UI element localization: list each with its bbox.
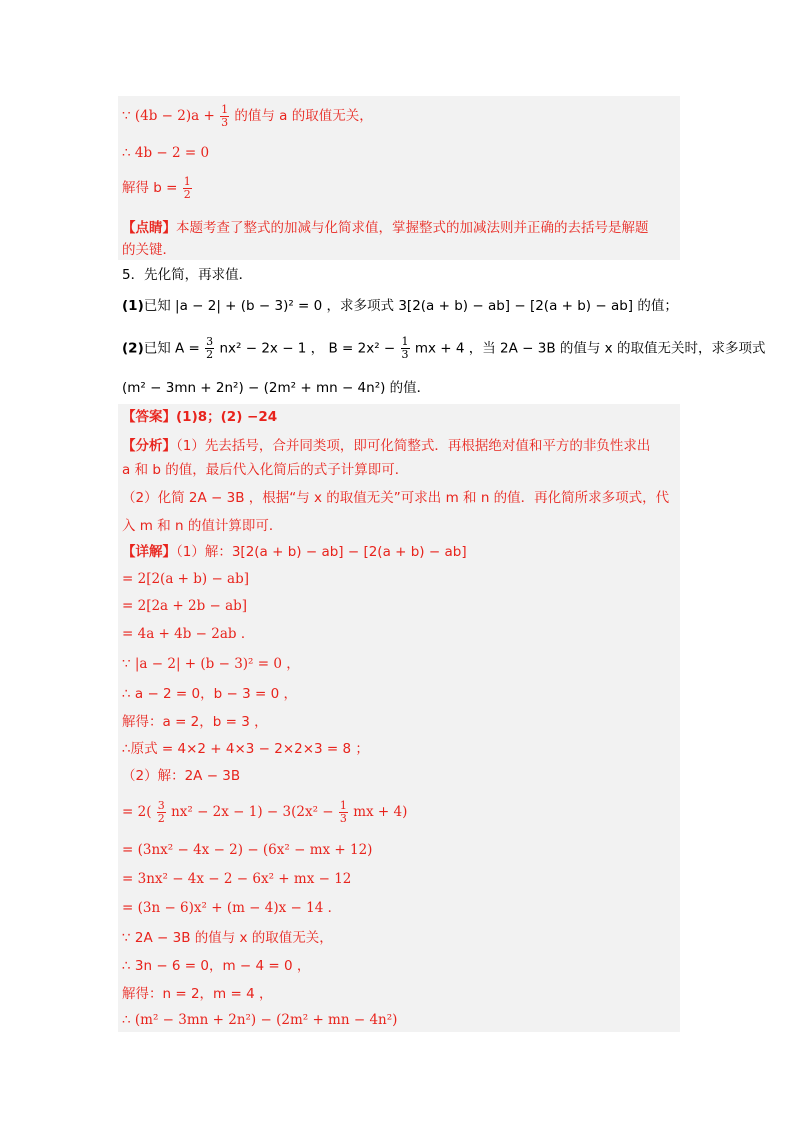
problem-part-2-line-2: (m² − 3mn + 2n²) − (2m² + mn − 4n²) 的值． bbox=[122, 380, 431, 396]
fraction-one-third-2: $\frac{1}{3}$ bbox=[339, 799, 347, 825]
detail-step: ∴原式 = 4×2 + 4×3 − 2×2×3 = 8 ； bbox=[122, 741, 369, 757]
answer-line: 【答案】(1)8；(2) −24 bbox=[122, 409, 278, 425]
problem-part-1: (1)已知 |a − 2| + (b − 3)² = 0 ，求多项式 3[2(a + b) − ab] − [2(a + b) − ab] 的值； bbox=[122, 298, 678, 314]
detail-part-1-head: 【详解】（1）解：3[2(a + b) − ab] − [2(a + b) − ab] bbox=[122, 544, 467, 560]
fraction-three-halves: $\frac{3}{2}$ bbox=[206, 335, 214, 361]
solution-line-because: ∵ (4b − 2)a + $\frac{1}{3}$ 的值与 a 的取值无关， bbox=[122, 103, 373, 129]
detail-step: = 4a + 4b − 2ab ． bbox=[122, 626, 255, 642]
analysis-line-3: （2）化简 2A − 3B ，根据“与 x 的取值无关”可求出 m 和 n 的值．再化简所求多项式，代 bbox=[122, 490, 670, 506]
fraction-one-half: $\frac{1}{2}$ bbox=[183, 175, 191, 201]
solution-line-therefore: ∴ 4b − 2 = 0 bbox=[122, 145, 210, 161]
analysis-line-1: 【分析】（1）先去括号，合并同类项，即可化简整式．再根据绝对值和平方的非负性求出 bbox=[122, 438, 651, 454]
detail-step: = 2[2a + 2b − ab] bbox=[122, 598, 248, 614]
detail-step: ∵ |a − 2| + (b − 3)² = 0 ， bbox=[122, 656, 300, 672]
detail-step: 解得：a = 2，b = 3 ， bbox=[122, 714, 268, 730]
detail-step: = 2[2(a + b) − ab] bbox=[122, 571, 250, 587]
analysis-line-2: a 和 b 的值，最后代入化简后的式子计算即可． bbox=[122, 462, 409, 478]
detail-step: ∴ 3n − 6 = 0，m − 4 = 0 ， bbox=[122, 958, 311, 974]
detail-step: = (3n − 6)x² + (m − 4)x − 14 ． bbox=[122, 900, 342, 916]
detail-step: = 2( $\frac{3}{2}$ nx² − 2x − 1) − 3(2x² − $\frac{1}{3}$ mx + 4) bbox=[122, 799, 408, 825]
detail-step: ∴ a − 2 = 0，b − 3 = 0 ， bbox=[122, 686, 297, 702]
solution-line-solve-b: 解得 b = $\frac{1}{2}$ bbox=[122, 175, 191, 201]
analysis-line-4: 入 m 和 n 的值计算即可． bbox=[122, 518, 283, 534]
detail-step: 解得：n = 2，m = 4 ， bbox=[122, 986, 273, 1002]
fraction-one-third-b: $\frac{1}{3}$ bbox=[401, 335, 409, 361]
detail-step: = 3nx² − 4x − 2 − 6x² + mx − 12 bbox=[122, 871, 352, 887]
detail-step: ∵ 2A − 3B 的值与 x 的取值无关， bbox=[122, 930, 333, 946]
comment-line-2: 的关键． bbox=[122, 242, 176, 258]
fraction-one-third: $\frac{1}{3}$ bbox=[221, 103, 229, 129]
comment-line-1: 【点睛】本题考查了整式的加减与化简求值，掌握整式的加减法则并正确的去括号是解题 bbox=[122, 220, 649, 236]
detail-part-2-head: （2）解：2A − 3B bbox=[122, 768, 241, 784]
detail-step: ∴ (m² − 3mn + 2n²) − (2m² + mn − 4n²) bbox=[122, 1012, 398, 1028]
detail-step: = (3nx² − 4x − 2) − (6x² − mx + 12) bbox=[122, 842, 373, 858]
fraction-three-halves-2: $\frac{3}{2}$ bbox=[157, 799, 165, 825]
problem-part-2: (2)已知 A = $\frac{3}{2}$ nx² − 2x − 1 ， B = 2x² − $\frac{1}{3}$ mx + 4 ，当 2A − 3B 的值与 x 的取值无关时，求多项式 bbox=[122, 335, 766, 361]
problem-title: 5．先化简，再求值． bbox=[122, 267, 253, 283]
